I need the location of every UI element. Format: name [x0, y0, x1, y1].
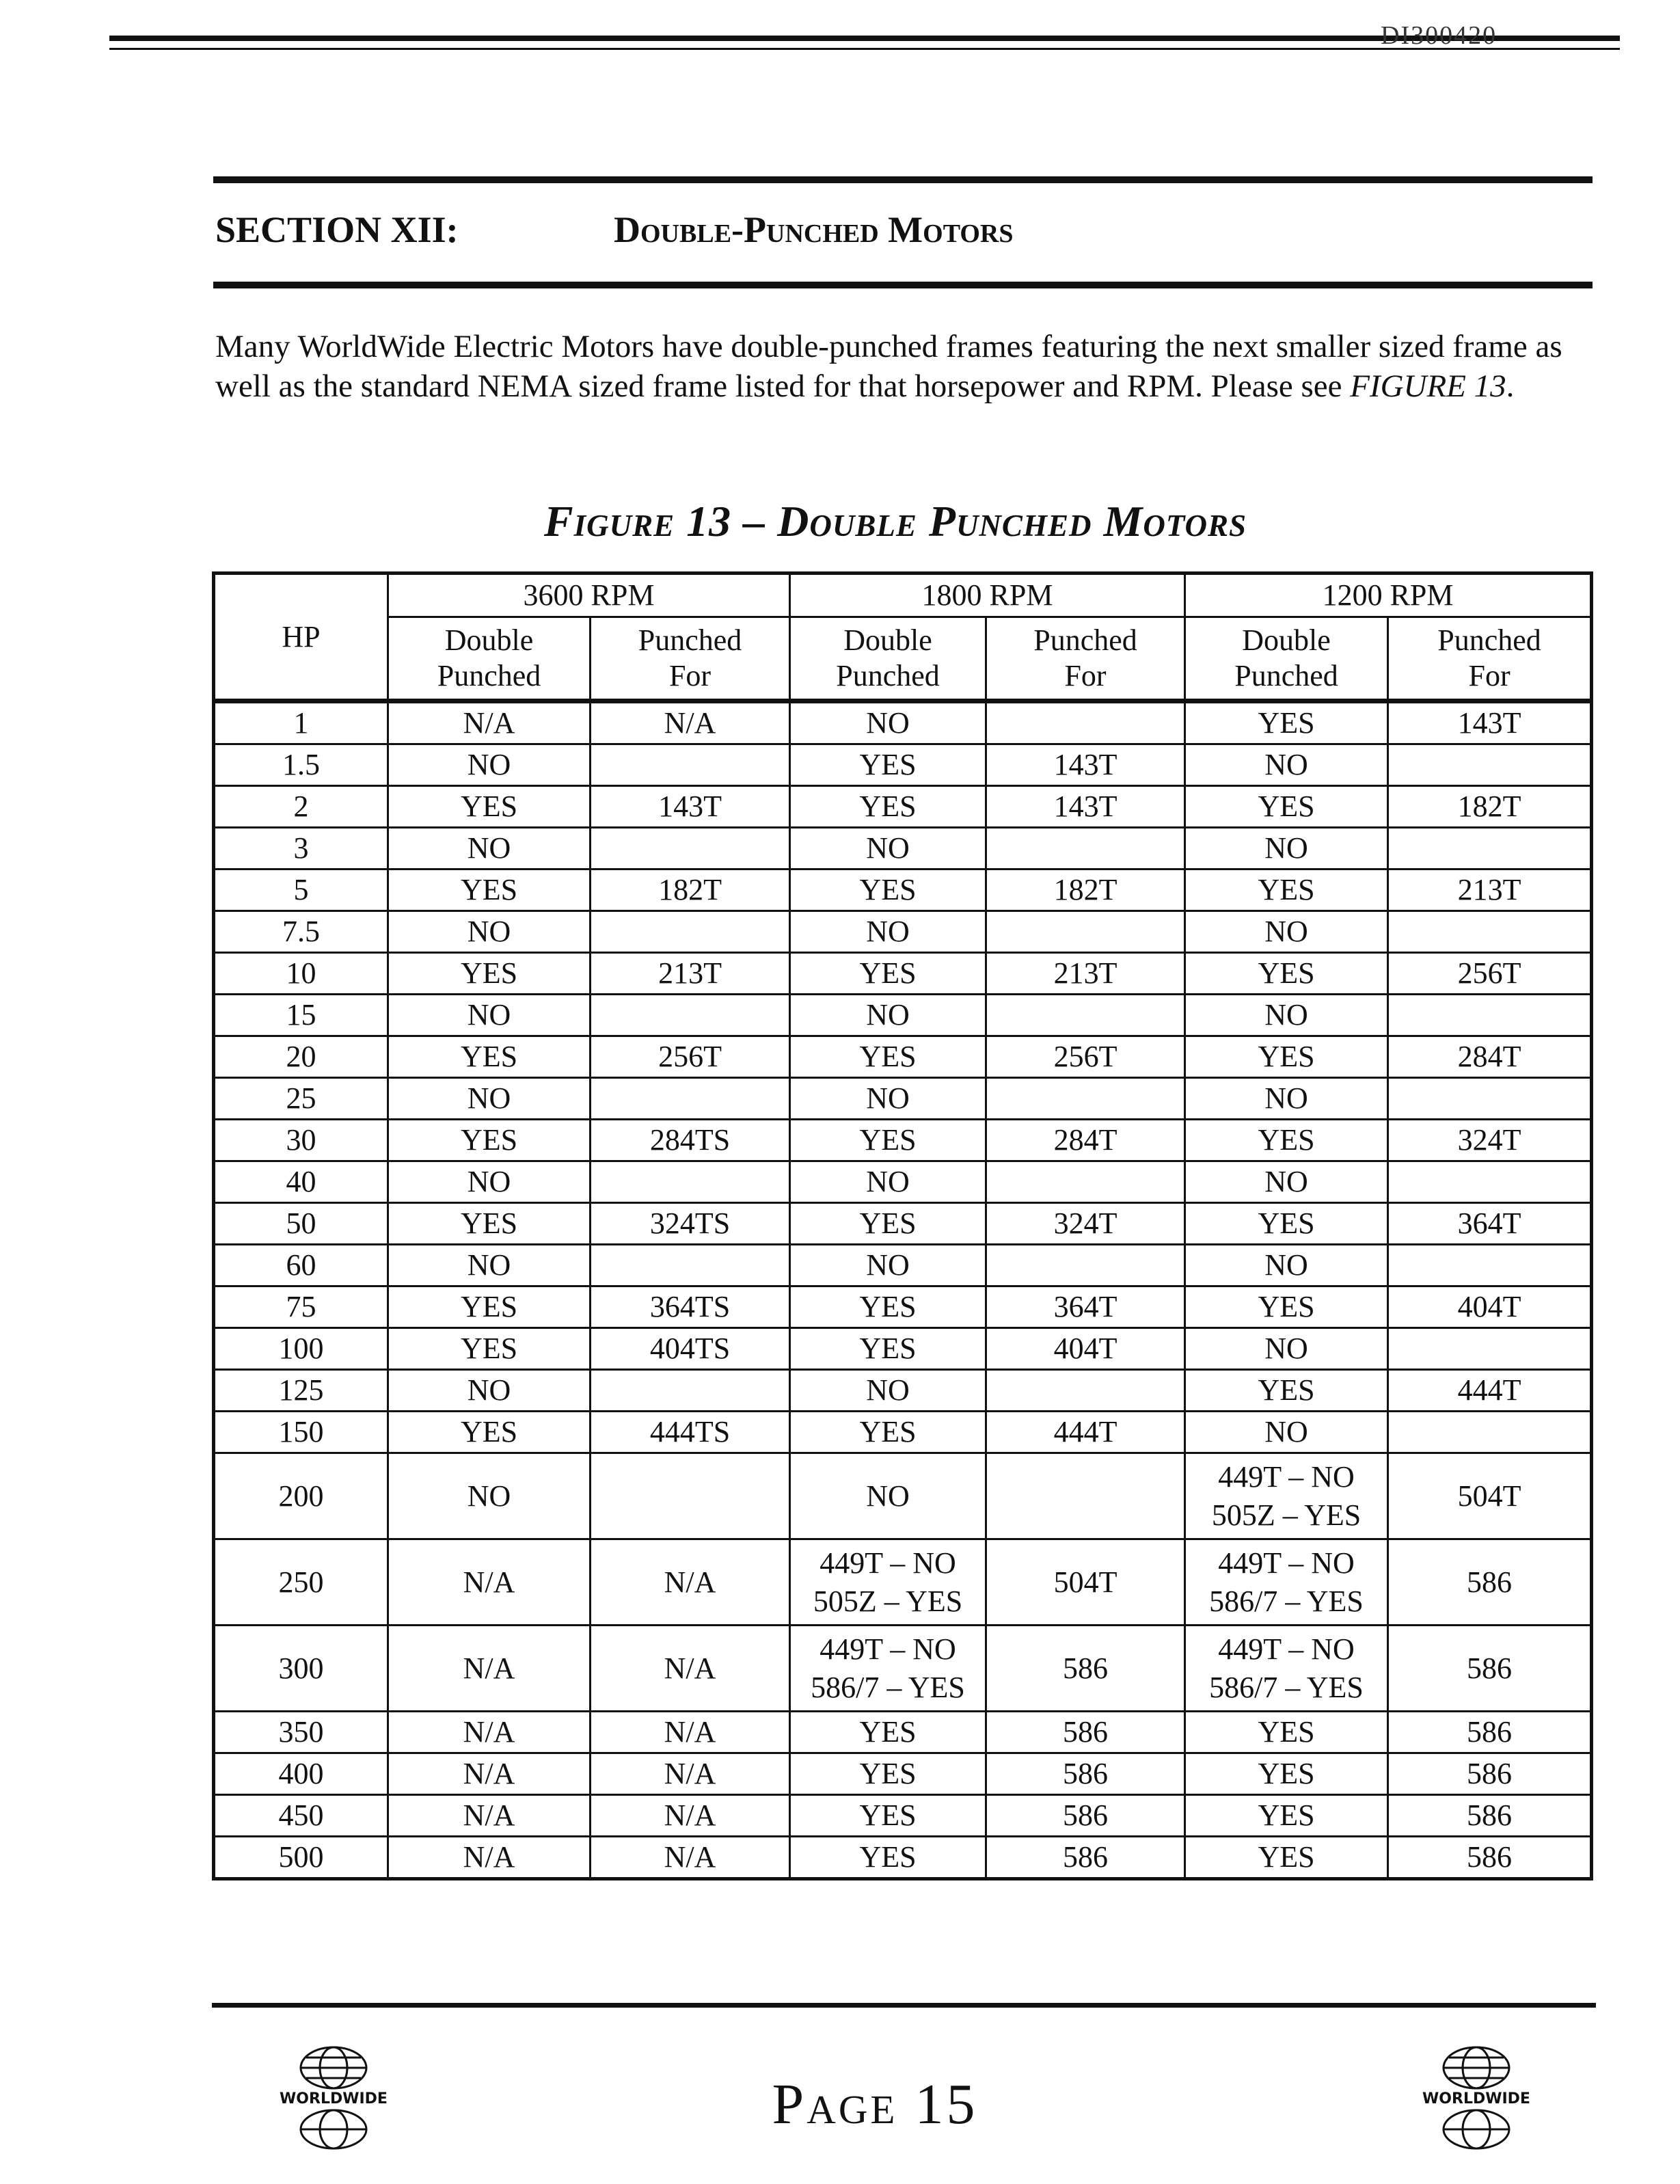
cell-1200-punched-for: 586: [1388, 1539, 1592, 1626]
intro-text: Many WorldWide Electric Motors have double-punched frames featuring the next smaller sized frame as well as the standard NEMA sized frame listed for that horsepower and RPM. Please see: [215, 329, 1562, 404]
cell-1200-double-punched: YES: [1185, 1795, 1388, 1837]
cell-1800-double-punched: YES: [790, 744, 986, 786]
cell-1200-punched-for: [1388, 995, 1592, 1036]
cell-hp: 300: [214, 1626, 388, 1712]
table-row: [214, 1412, 1592, 1453]
cell-hp: 40: [214, 1161, 388, 1203]
cell-3600-double-punched: NO: [388, 911, 591, 953]
cell-1800-double-punched: YES: [790, 1412, 986, 1453]
cell-1800-punched-for: [986, 1370, 1185, 1412]
cell-3600-double-punched: YES: [388, 1286, 591, 1328]
cell-1800-double-punched: NO: [790, 1453, 986, 1539]
cell-3600-punched-for: [591, 1453, 790, 1539]
cell-hp: 1.5: [214, 744, 388, 786]
document-code: DI300420: [1381, 21, 1498, 50]
cell-1200-double-punched: NO: [1185, 828, 1388, 869]
cell-1800-punched-for: [986, 1078, 1185, 1120]
cell-1800-double-punched: NO: [790, 1370, 986, 1412]
cell-3600-double-punched: YES: [388, 869, 591, 911]
cell-1200-double-punched: YES: [1185, 1286, 1388, 1328]
section-rule-bottom: [213, 282, 1593, 288]
cell-1800-punched-for: [986, 828, 1185, 869]
section-title: Double-Punched Motors: [614, 209, 1014, 250]
subheader-punched-for: Punched For: [986, 617, 1185, 701]
cell-1800-punched-for: 404T: [986, 1328, 1185, 1370]
cell-1200-double-punched: YES: [1185, 1203, 1388, 1245]
cell-3600-punched-for: N/A: [591, 1626, 790, 1712]
cell-hp: 400: [214, 1753, 388, 1795]
table-row: [214, 786, 1592, 828]
cell-1200-punched-for: [1388, 1078, 1592, 1120]
cell-3600-double-punched: N/A: [388, 701, 591, 744]
cell-1800-double-punched: 449T – NO 505Z – YES: [790, 1539, 986, 1626]
table-row: [214, 701, 1592, 744]
cell-3600-double-punched: NO: [388, 744, 591, 786]
cell-hp: 5: [214, 869, 388, 911]
table-row: [214, 1795, 1592, 1837]
cell-1800-double-punched: NO: [790, 1245, 986, 1286]
cell-1800-punched-for: [986, 995, 1185, 1036]
cell-hp: 1: [214, 701, 388, 744]
cell-1200-punched-for: [1388, 1245, 1592, 1286]
table-row: [214, 1753, 1592, 1795]
group-header-1800: 1800 RPM: [790, 574, 1185, 617]
subheader-punched-for: Punched For: [591, 617, 790, 701]
subheader-double-punched: Double Punched: [1185, 617, 1388, 701]
cell-1200-double-punched: YES: [1185, 786, 1388, 828]
cell-3600-punched-for: [591, 828, 790, 869]
cell-hp: 3: [214, 828, 388, 869]
cell-3600-punched-for: 324TS: [591, 1203, 790, 1245]
cell-1200-double-punched: NO: [1185, 995, 1388, 1036]
table-header: [214, 574, 1592, 701]
cell-1800-punched-for: 586: [986, 1712, 1185, 1753]
cell-1800-punched-for: [986, 1161, 1185, 1203]
cell-1800-punched-for: [986, 911, 1185, 953]
cell-1200-double-punched: YES: [1185, 1837, 1388, 1879]
table-row: [214, 953, 1592, 995]
cell-3600-punched-for: 143T: [591, 786, 790, 828]
subheader-double-punched: Double Punched: [790, 617, 986, 701]
cell-hp: 2: [214, 786, 388, 828]
cell-1800-double-punched: YES: [790, 1837, 986, 1879]
table-row: [214, 828, 1592, 869]
cell-3600-double-punched: NO: [388, 995, 591, 1036]
cell-hp: 10: [214, 953, 388, 995]
cell-1200-double-punched: NO: [1185, 911, 1388, 953]
cell-1800-punched-for: 213T: [986, 953, 1185, 995]
cell-1800-punched-for: 364T: [986, 1286, 1185, 1328]
cell-1200-punched-for: [1388, 744, 1592, 786]
cell-1200-double-punched: NO: [1185, 1161, 1388, 1203]
cell-1200-punched-for: [1388, 828, 1592, 869]
cell-3600-punched-for: N/A: [591, 1795, 790, 1837]
cell-3600-punched-for: [591, 744, 790, 786]
cell-1200-double-punched: YES: [1185, 1712, 1388, 1753]
cell-hp: 500: [214, 1837, 388, 1879]
cell-1200-double-punched: NO: [1185, 1245, 1388, 1286]
cell-3600-double-punched: YES: [388, 1036, 591, 1078]
cell-1800-double-punched: NO: [790, 828, 986, 869]
table-row: [214, 995, 1592, 1036]
cell-3600-punched-for: 213T: [591, 953, 790, 995]
cell-3600-punched-for: [591, 1078, 790, 1120]
cell-3600-punched-for: N/A: [591, 701, 790, 744]
table-row: [214, 1078, 1592, 1120]
worldwide-logo-right: [1408, 2040, 1545, 2157]
cell-1200-punched-for: [1388, 1412, 1592, 1453]
cell-3600-double-punched: YES: [388, 786, 591, 828]
cell-1200-punched-for: 256T: [1388, 953, 1592, 995]
table-row: [214, 911, 1592, 953]
table-row: [214, 1712, 1592, 1753]
cell-1200-punched-for: 586: [1388, 1837, 1592, 1879]
cell-3600-double-punched: N/A: [388, 1712, 591, 1753]
cell-3600-punched-for: 404TS: [591, 1328, 790, 1370]
cell-1800-punched-for: 504T: [986, 1539, 1185, 1626]
cell-1200-punched-for: 143T: [1388, 701, 1592, 744]
cell-1800-punched-for: 586: [986, 1837, 1185, 1879]
cell-1200-punched-for: 444T: [1388, 1370, 1592, 1412]
cell-1200-punched-for: 586: [1388, 1795, 1592, 1837]
cell-1200-double-punched: NO: [1185, 1078, 1388, 1120]
cell-1800-punched-for: 182T: [986, 869, 1185, 911]
cell-1200-punched-for: 284T: [1388, 1036, 1592, 1078]
cell-3600-punched-for: N/A: [591, 1753, 790, 1795]
cell-3600-double-punched: N/A: [388, 1626, 591, 1712]
table-row: [214, 1626, 1592, 1712]
cell-3600-double-punched: YES: [388, 953, 591, 995]
cell-1800-punched-for: [986, 1245, 1185, 1286]
cell-1800-double-punched: YES: [790, 1795, 986, 1837]
cell-hp: 75: [214, 1286, 388, 1328]
cell-3600-punched-for: [591, 995, 790, 1036]
cell-1200-double-punched: YES: [1185, 869, 1388, 911]
cell-1800-double-punched: YES: [790, 1203, 986, 1245]
cell-3600-punched-for: [591, 911, 790, 953]
cell-3600-double-punched: NO: [388, 1453, 591, 1539]
figure-title: Figure 13 – Double Punched Motors: [543, 497, 1247, 545]
cell-hp: 200: [214, 1453, 388, 1539]
table-row: [214, 744, 1592, 786]
cell-1800-punched-for: [986, 1453, 1185, 1539]
cell-3600-punched-for: 182T: [591, 869, 790, 911]
cell-3600-double-punched: NO: [388, 1078, 591, 1120]
table-row: [214, 1328, 1592, 1370]
cell-3600-punched-for: 364TS: [591, 1286, 790, 1328]
cell-3600-punched-for: [591, 1161, 790, 1203]
cell-1800-punched-for: 586: [986, 1626, 1185, 1712]
figure-reference: FIGURE 13: [1350, 368, 1506, 404]
cell-1200-punched-for: 586: [1388, 1626, 1592, 1712]
intro-text-end: .: [1506, 368, 1515, 404]
cell-3600-punched-for: [591, 1245, 790, 1286]
table-row: [214, 869, 1592, 911]
cell-1800-punched-for: 586: [986, 1795, 1185, 1837]
cell-1800-double-punched: YES: [790, 1712, 986, 1753]
cell-1800-double-punched: YES: [790, 1753, 986, 1795]
table-row: [214, 1120, 1592, 1161]
cell-1800-double-punched: YES: [790, 786, 986, 828]
cell-1800-double-punched: NO: [790, 1161, 986, 1203]
cell-1800-double-punched: YES: [790, 953, 986, 995]
cell-hp: 60: [214, 1245, 388, 1286]
cell-1200-double-punched: YES: [1185, 1036, 1388, 1078]
table-row: [214, 1837, 1592, 1879]
cell-hp: 30: [214, 1120, 388, 1161]
cell-hp: 125: [214, 1370, 388, 1412]
cell-1200-punched-for: 213T: [1388, 869, 1592, 911]
cell-1800-double-punched: NO: [790, 701, 986, 744]
group-header-3600: 3600 RPM: [388, 574, 790, 617]
cell-3600-double-punched: NO: [388, 828, 591, 869]
cell-1200-punched-for: 364T: [1388, 1203, 1592, 1245]
cell-1800-punched-for: 586: [986, 1753, 1185, 1795]
cell-1800-punched-for: 256T: [986, 1036, 1185, 1078]
logo-text: WORLDWIDE: [1422, 2090, 1530, 2107]
section-rule-top: [213, 176, 1593, 183]
cell-hp: 15: [214, 995, 388, 1036]
cell-1200-double-punched: YES: [1185, 953, 1388, 995]
cell-1800-punched-for: 284T: [986, 1120, 1185, 1161]
cell-1200-punched-for: 586: [1388, 1753, 1592, 1795]
cell-1800-double-punched: YES: [790, 869, 986, 911]
table-row: [214, 1203, 1592, 1245]
cell-1200-double-punched: 449T – NO 586/7 – YES: [1185, 1626, 1388, 1712]
cell-3600-punched-for: 444TS: [591, 1412, 790, 1453]
cell-1200-punched-for: 404T: [1388, 1286, 1592, 1328]
cell-1200-double-punched: YES: [1185, 1370, 1388, 1412]
cell-1800-punched-for: 143T: [986, 786, 1185, 828]
table-row: [214, 1036, 1592, 1078]
cell-3600-double-punched: N/A: [388, 1539, 591, 1626]
logo-text: WORLDWIDE: [280, 2090, 388, 2107]
cell-3600-double-punched: NO: [388, 1370, 591, 1412]
cell-1800-punched-for: 324T: [986, 1203, 1185, 1245]
cell-hp: 150: [214, 1412, 388, 1453]
cell-3600-punched-for: 284TS: [591, 1120, 790, 1161]
double-punched-motors-table: [212, 571, 1593, 1880]
cell-3600-double-punched: NO: [388, 1245, 591, 1286]
cell-1200-punched-for: [1388, 1161, 1592, 1203]
cell-1200-double-punched: NO: [1185, 744, 1388, 786]
cell-1800-punched-for: 143T: [986, 744, 1185, 786]
cell-1200-punched-for: 504T: [1388, 1453, 1592, 1539]
cell-hp: 25: [214, 1078, 388, 1120]
cell-1200-double-punched: YES: [1185, 1753, 1388, 1795]
cell-3600-double-punched: N/A: [388, 1795, 591, 1837]
cell-1800-punched-for: 444T: [986, 1412, 1185, 1453]
intro-paragraph: [215, 327, 1575, 406]
table-row: [214, 1539, 1592, 1626]
cell-3600-punched-for: 256T: [591, 1036, 790, 1078]
section-number: SECTION XII:: [215, 209, 459, 250]
cell-hp: 7.5: [214, 911, 388, 953]
cell-1800-double-punched: YES: [790, 1120, 986, 1161]
table-row: [214, 1161, 1592, 1203]
hp-header: HP: [214, 574, 388, 701]
cell-1800-double-punched: NO: [790, 995, 986, 1036]
cell-1200-double-punched: 449T – NO 505Z – YES: [1185, 1453, 1388, 1539]
cell-1200-punched-for: [1388, 911, 1592, 953]
subheader-double-punched: Double Punched: [388, 617, 591, 701]
cell-1200-double-punched: 449T – NO 586/7 – YES: [1185, 1539, 1388, 1626]
cell-1200-punched-for: 182T: [1388, 786, 1592, 828]
cell-1800-double-punched: YES: [790, 1036, 986, 1078]
cell-hp: 100: [214, 1328, 388, 1370]
group-header-1200: 1200 RPM: [1185, 574, 1592, 617]
cell-1800-double-punched: NO: [790, 911, 986, 953]
cell-3600-punched-for: N/A: [591, 1712, 790, 1753]
cell-1200-double-punched: NO: [1185, 1412, 1388, 1453]
cell-1800-double-punched: YES: [790, 1286, 986, 1328]
cell-1800-double-punched: 449T – NO 586/7 – YES: [790, 1626, 986, 1712]
cell-hp: 250: [214, 1539, 388, 1626]
cell-3600-double-punched: YES: [388, 1203, 591, 1245]
cell-3600-double-punched: N/A: [388, 1837, 591, 1879]
cell-3600-punched-for: N/A: [591, 1837, 790, 1879]
cell-3600-double-punched: YES: [388, 1412, 591, 1453]
cell-3600-punched-for: N/A: [591, 1539, 790, 1626]
cell-3600-punched-for: [591, 1370, 790, 1412]
table-row: [214, 1370, 1592, 1412]
cell-hp: 20: [214, 1036, 388, 1078]
cell-hp: 450: [214, 1795, 388, 1837]
table-row: [214, 1453, 1592, 1539]
cell-3600-double-punched: YES: [388, 1120, 591, 1161]
cell-1800-double-punched: NO: [790, 1078, 986, 1120]
table-body: [214, 701, 1592, 1879]
footer-rule: [212, 2003, 1596, 2008]
cell-1200-double-punched: NO: [1185, 1328, 1388, 1370]
subheader-punched-for: Punched For: [1388, 617, 1592, 701]
table-row: [214, 1245, 1592, 1286]
cell-1200-punched-for: 324T: [1388, 1120, 1592, 1161]
cell-3600-double-punched: N/A: [388, 1753, 591, 1795]
cell-3600-double-punched: YES: [388, 1328, 591, 1370]
cell-1200-double-punched: YES: [1185, 701, 1388, 744]
cell-1800-double-punched: YES: [790, 1328, 986, 1370]
cell-1200-double-punched: YES: [1185, 1120, 1388, 1161]
page-number: Page 15: [772, 2073, 978, 2136]
worldwide-logo-left: [265, 2040, 402, 2157]
cell-3600-double-punched: NO: [388, 1161, 591, 1203]
cell-1200-punched-for: 586: [1388, 1712, 1592, 1753]
cell-1800-punched-for: [986, 701, 1185, 744]
cell-hp: 50: [214, 1203, 388, 1245]
cell-1200-punched-for: [1388, 1328, 1592, 1370]
table-row: [214, 1286, 1592, 1328]
cell-hp: 350: [214, 1712, 388, 1753]
